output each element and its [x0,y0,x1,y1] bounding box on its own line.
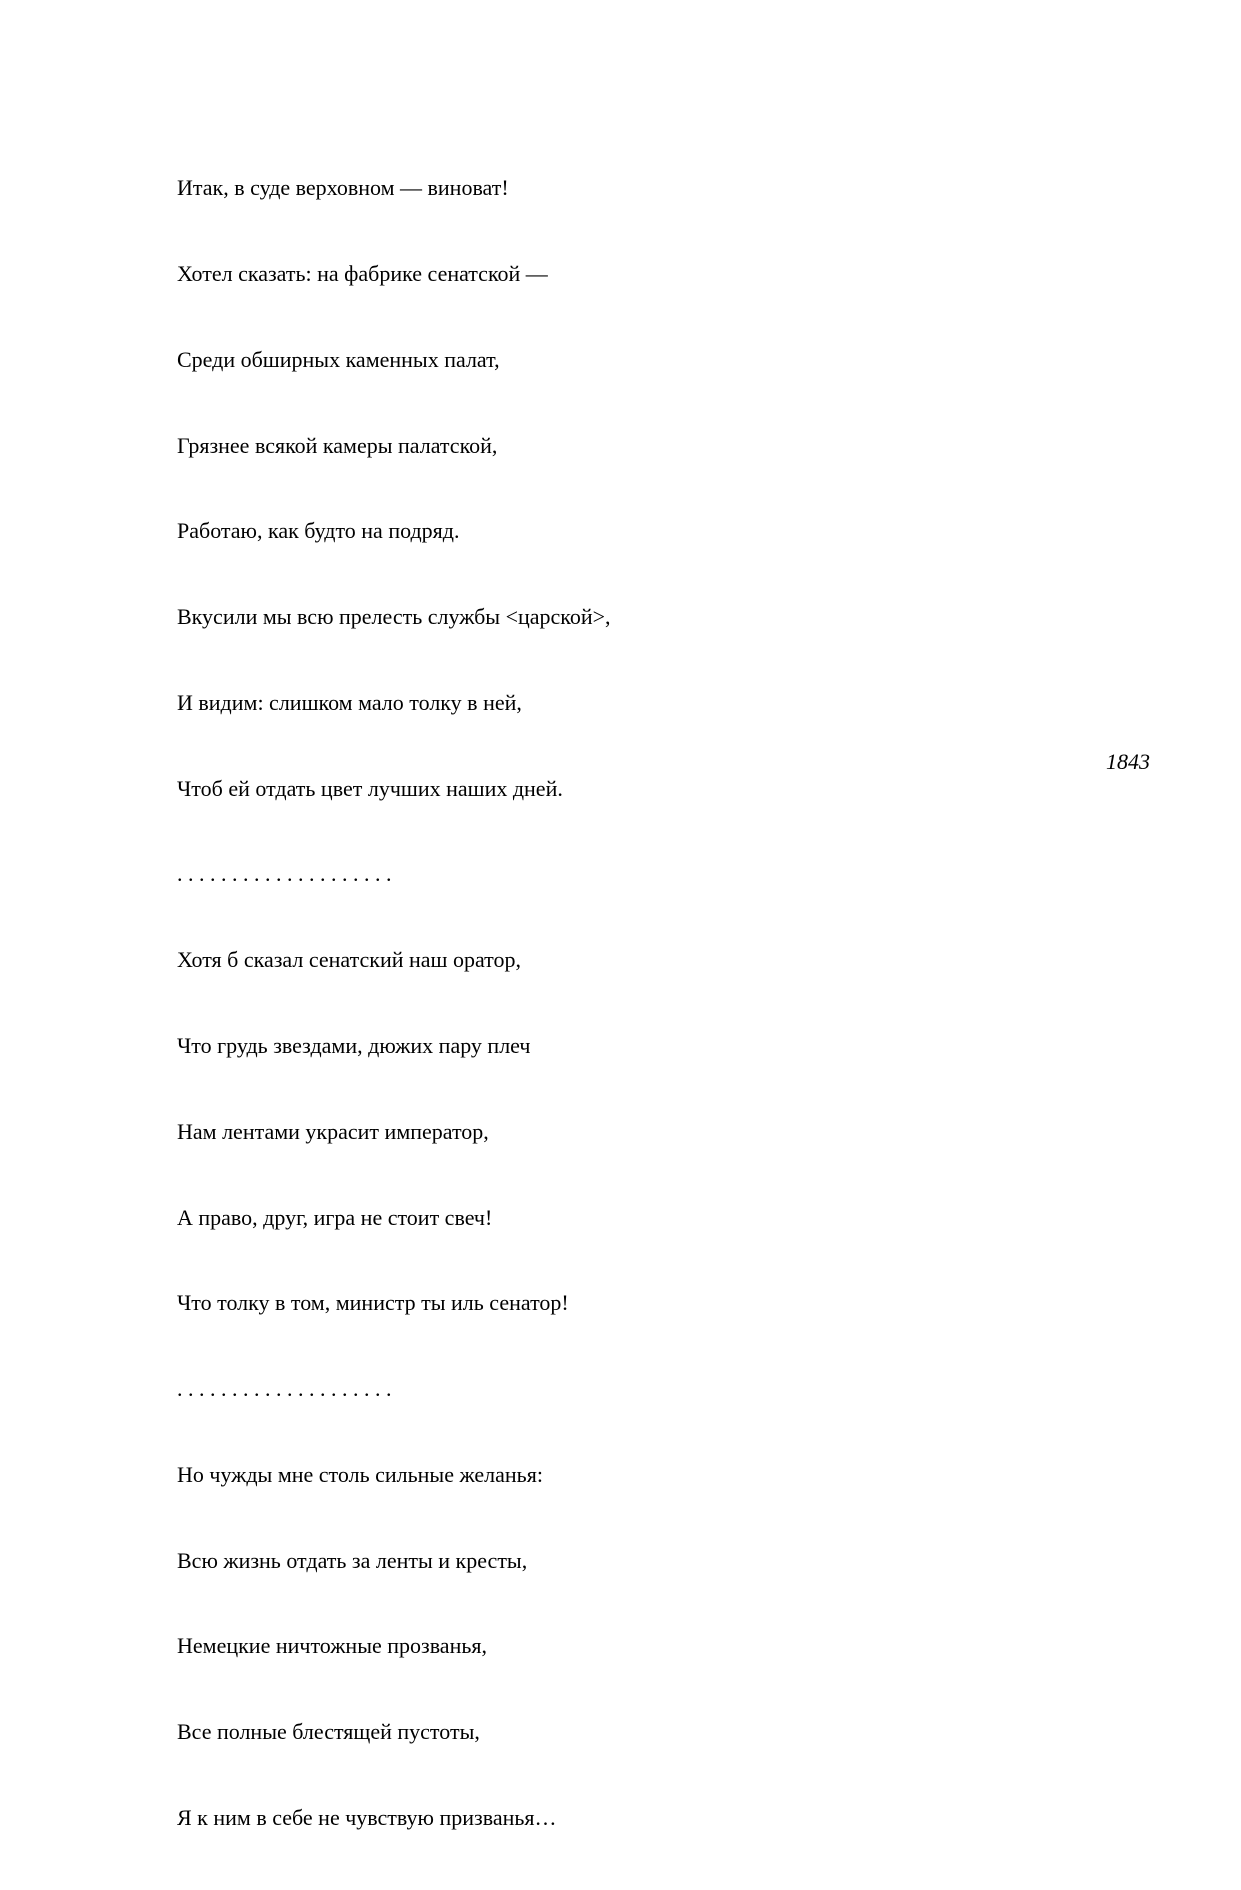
poem-line: Немецкие ничтожные прозванья, [177,1633,487,1659]
poem-date: 1843 [1106,749,1150,774]
poem-line: Хотя б сказал сенатский наш оратор, [177,947,522,973]
poem-line: Итак, в суде верховном — виноват! [177,175,509,201]
poem-line: Всю жизнь отдать за ленты и кресты, [177,1547,528,1573]
poem-line: Чтоб ей отдать цвет лучших наших дней. [177,775,563,801]
poem-line: А право, друг, игра не стоит свеч! [177,1204,493,1230]
poem-line: Работаю, как будто на подряд. [177,518,460,544]
poem-line: Что грудь звездами, дюжих пару плеч [177,1033,531,1058]
poem-line: Вкусили мы всю прелесть службы <царской>, [177,604,611,630]
poem-line: Хотел сказать: на фабрике сенатской — [177,260,548,286]
ellipsis-divider: . . . . . . . . . . . . . . . . . . . . [177,1376,392,1402]
poem-line: Что толку в том, министр ты иль сенатор! [177,1290,569,1316]
poem-line: Нам лентами украсит император, [177,1118,489,1144]
poem-line: Грязнее всякой камеры палатской, [177,432,498,458]
ellipsis-divider: . . . . . . . . . . . . . . . . . . . . [177,861,392,887]
poem-line: Среди обширных каменных палат, [177,346,500,372]
poem-text [177,117,611,1890]
poem-line: Все полные блестящей пустоты, [177,1719,480,1745]
poem-line: Но чужды мне столь сильные желанья: [177,1461,543,1487]
poem-line: И видим: слишком мало толку в ней, [177,689,522,715]
poem-line: Я к ним в себе не чувствую призванья… [177,1805,557,1831]
